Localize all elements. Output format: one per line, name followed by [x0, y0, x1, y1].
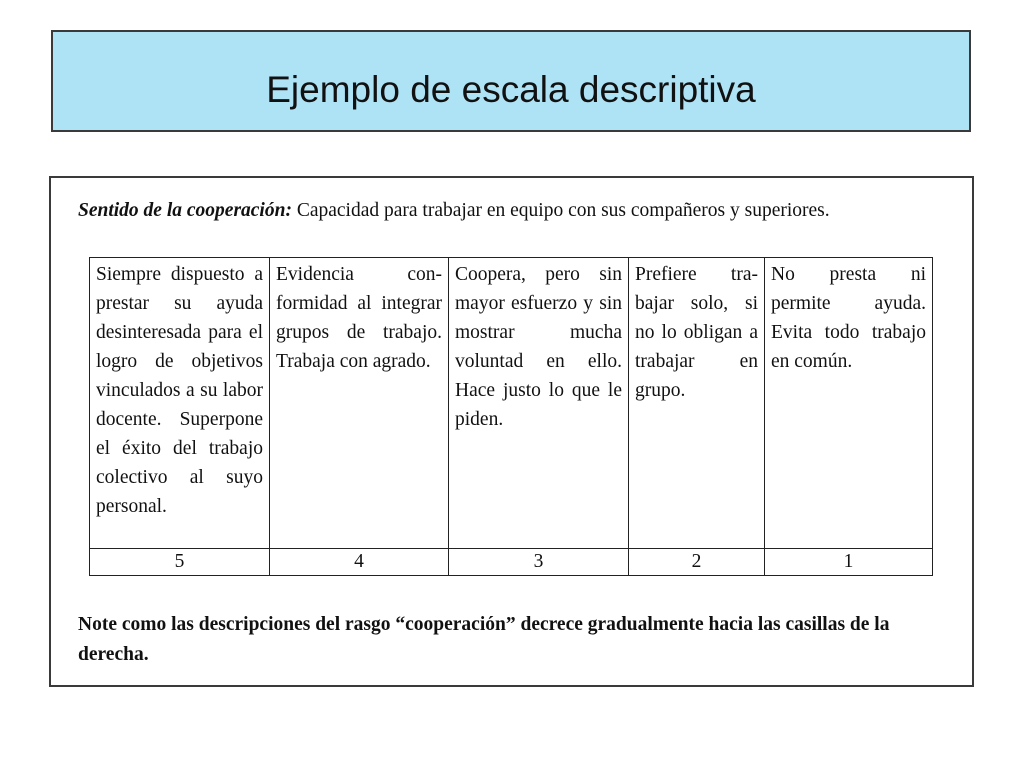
slide-title: Ejemplo de escala descriptiva [266, 69, 756, 110]
scale-description-cell: Coopera, pero sin mayor esfuerzo y sin mostrar mucha voluntad en ello. Hace justo lo que le piden. [449, 258, 629, 549]
scores-row [90, 549, 933, 576]
scale-description-cell: Evidencia conformidad al integrar grupos de trabajo. Trabaja con agrado. [270, 258, 449, 549]
scale-score-cell: 5 [90, 549, 270, 576]
trait-name: Sentido de la cooperación: [78, 200, 292, 221]
trait-definition: Capacidad para trabajar en equipo con sus compañeros y superiores. [291, 200, 830, 221]
scale-score-cell: 4 [270, 549, 449, 576]
document-image-frame [49, 176, 974, 687]
trait-heading [78, 200, 830, 222]
descriptions-row [90, 258, 933, 549]
scale-score-cell: 1 [765, 549, 933, 576]
scale-score-cell: 2 [629, 549, 765, 576]
scale-description-cell: Prefiere trabajar solo, si no lo obligan a trabajar en grupo. [629, 258, 765, 549]
scale-description-cell: Siempre dispuesto a prestar su ayuda desinteresada para el logro de objetivos vinculados a su labor docente. Superpone el éxito del trabajo colectivo al suyo personal. [90, 258, 270, 549]
footnote: Note como las descripciones del rasgo “cooperación” decrece gradualmente hacia las casillas de la derecha. [78, 614, 890, 665]
scale-description-cell: No presta ni permite ayuda. Evita todo trabajo en común. [765, 258, 933, 549]
scale-score-cell: 3 [449, 549, 629, 576]
descriptive-scale-table [89, 257, 933, 576]
slide-title-box [51, 30, 971, 132]
